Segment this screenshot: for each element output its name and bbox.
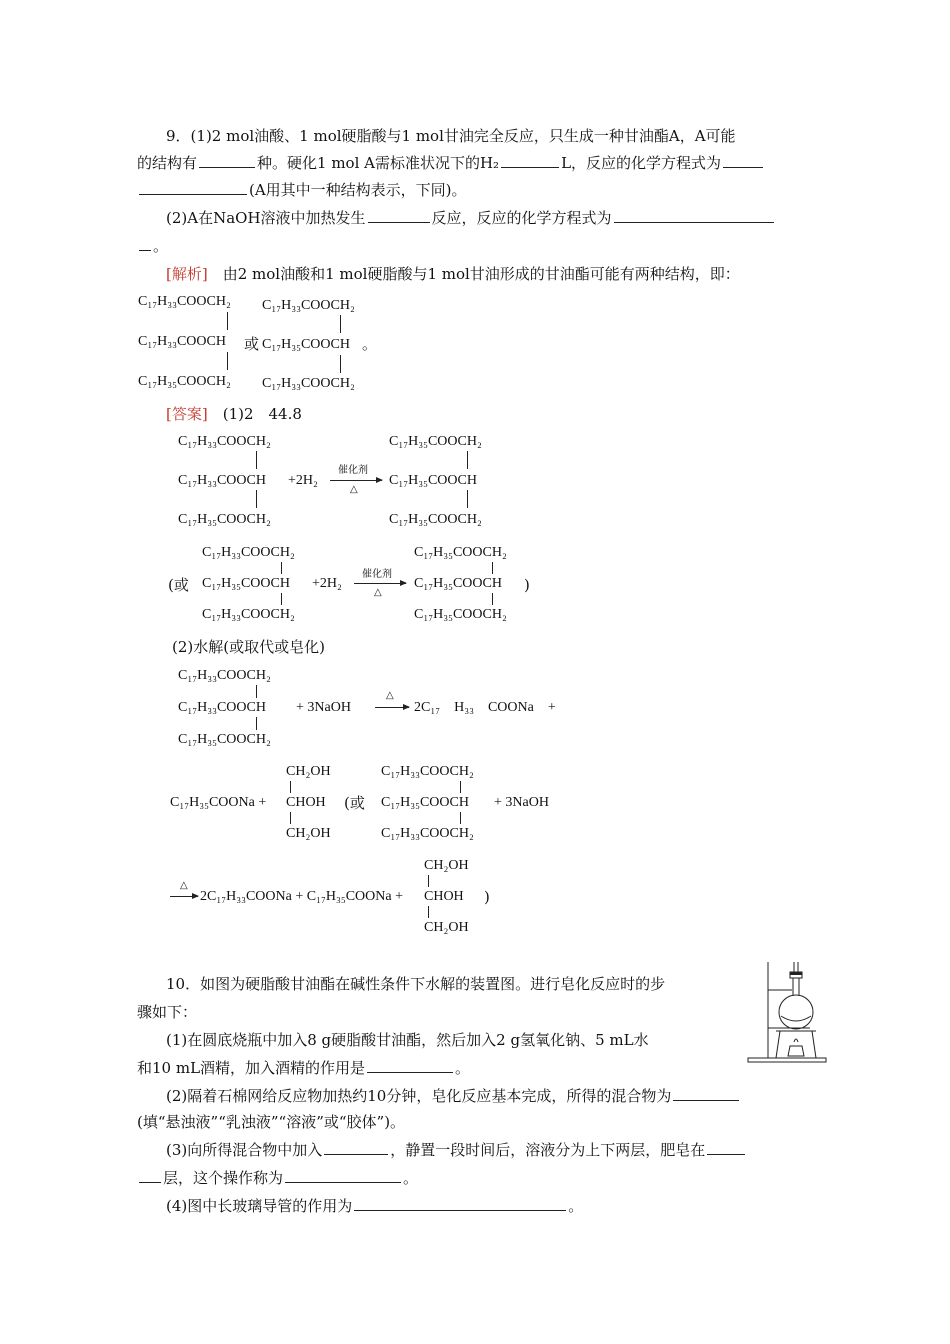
- q9-line1: 9．(1)2 mol油酸、1 mol硬脂酸与1 mol甘油完全反应，只生成一种甘油酯A，A可能: [166, 127, 736, 145]
- formula: C₁₇H₃₅COOCH: [414, 576, 502, 591]
- condition-catalyst: 催化剂: [362, 569, 392, 580]
- formula: C₁₇H₃₅COOCH₂: [178, 732, 271, 747]
- bond: [227, 312, 228, 330]
- bond: [428, 906, 429, 918]
- bond: [256, 451, 257, 469]
- formula: C₁₇H₃₅COOCH₂: [389, 512, 482, 527]
- reagent-h2: +2H₂: [312, 576, 342, 591]
- formula: C₁₇H₃₃COOCH₂: [178, 434, 271, 449]
- formula: C₁₇H₃₅COOCH: [202, 576, 290, 591]
- bond: [340, 355, 341, 373]
- q10-step3-line1: (3)向所得混合物中加入 ，静置一段时间后，溶液分为上下两层，肥皂在: [166, 1140, 747, 1160]
- formula: C₁₇H₃₅COOCH: [262, 337, 350, 352]
- formula: C₁₇H₃₃COOCH: [178, 700, 266, 715]
- analysis-tag: [解析]: [166, 265, 208, 283]
- q10-step1-line2: 和10 mL酒精，加入酒精的作用是 。: [137, 1059, 471, 1077]
- paren-close: ): [524, 576, 530, 594]
- answer-part2: (2)水解(或取代或皂化): [172, 638, 325, 656]
- q10-step2-line2: (填“悬浊液”“乳浊液”“溶液”或“胶体”)。: [137, 1113, 406, 1131]
- q9-line3: (A用其中一种结构表示，下同)。: [137, 180, 467, 200]
- q10-step2-line1: (2)隔着石棉网给反应物加热约10分钟，皂化反应基本完成，所得的混合物为: [166, 1086, 741, 1106]
- bond: [467, 451, 468, 469]
- reaction-arrow: [375, 707, 409, 708]
- blank[interactable]: [139, 180, 247, 195]
- blank[interactable]: [723, 153, 763, 168]
- formula: C₁₇H₃₅COOCH₂: [414, 545, 507, 560]
- condition-catalyst: 催化剂: [338, 465, 368, 476]
- reaction-arrow: [170, 896, 198, 897]
- blank[interactable]: [501, 153, 559, 168]
- formula: C₁₇H₃₃COOCH₂: [202, 607, 295, 622]
- answer-line: [答案] (1)2 44.8: [166, 405, 302, 423]
- blank[interactable]: [324, 1140, 388, 1155]
- condition-heat: △: [180, 880, 188, 891]
- product-soap: 2C₁₇ H₃₃ COONa +: [414, 700, 556, 715]
- formula: C₁₇H₃₃COOCH₂: [262, 376, 355, 391]
- reaction-arrow: [354, 583, 406, 584]
- bond: [492, 562, 493, 574]
- bond: [460, 781, 461, 793]
- q10-line2: 骤如下：: [137, 1003, 198, 1021]
- formula: C₁₇H₃₃COOCH₂: [202, 545, 295, 560]
- saponification-apparatus-icon: [746, 956, 828, 1066]
- q9-part2-line1: (2)A在NaOH溶液中加热发生 反应，反应的化学方程式为: [166, 208, 776, 228]
- formula: CH₂OH: [286, 764, 331, 779]
- reagent-naoh: + 3NaOH: [494, 795, 549, 810]
- formula: CHOH: [286, 795, 326, 810]
- formula: C₁₇H₃₃COOCH₂: [262, 298, 355, 313]
- bond: [256, 490, 257, 508]
- q10-line1: 10．如图为硬脂酸甘油酯在碱性条件下水解的装置图。进行皂化反应时的步: [166, 975, 666, 993]
- formula: C₁₇H₃₃COOCH₂: [178, 668, 271, 683]
- bond: [467, 490, 468, 508]
- reagent-h2: +2H₂: [288, 473, 318, 488]
- bond: [227, 352, 228, 370]
- formula: C₁₇H₃₅COOCH₂: [389, 434, 482, 449]
- formula: C₁₇H₃₃COOCH₂: [381, 826, 474, 841]
- blank[interactable]: [354, 1196, 566, 1211]
- condition-heat: △: [350, 484, 358, 495]
- bond: [256, 717, 257, 730]
- product-soaps: 2C₁₇H₃₃COONa + C₁₇H₃₅COONa +: [200, 889, 403, 904]
- formula: C₁₇H₃₅COOCH₂: [178, 512, 271, 527]
- bond: [281, 593, 282, 605]
- analysis-line: [解析] 由2 mol油酸和1 mol硬脂酸与1 mol甘油形成的甘油酯可能有两种结构，即：: [166, 265, 740, 283]
- or-text: 或: [244, 335, 260, 353]
- bond: [492, 593, 493, 605]
- blank[interactable]: [285, 1168, 401, 1183]
- bond: [290, 812, 291, 824]
- formula: C₁₇H₃₃COOCH: [138, 334, 226, 349]
- blank[interactable]: [199, 153, 255, 168]
- bond: [460, 812, 461, 824]
- bond: [281, 562, 282, 574]
- condition-heat: △: [386, 690, 394, 701]
- blank[interactable]: [367, 1058, 453, 1073]
- formula: C₁₇H₃₃COOCH₂: [138, 294, 231, 309]
- formula: C₁₇H₃₅COOCH: [381, 795, 469, 810]
- blank[interactable]: [139, 236, 151, 251]
- blank[interactable]: [139, 1168, 161, 1183]
- reagent-naoh: + 3NaOH: [296, 700, 351, 715]
- formula: CH₂OH: [286, 826, 331, 841]
- formula: C₁₇H₃₅COOCH₂: [138, 374, 231, 389]
- bond: [340, 315, 341, 333]
- blank[interactable]: [614, 208, 774, 223]
- q10-step1-line1: (1)在圆底烧瓶中加入8 g硬脂酸甘油酯，然后加入2 g氢氧化钠、5 mL水: [166, 1031, 649, 1049]
- formula: CH₂OH: [424, 858, 469, 873]
- period: 。: [362, 335, 378, 353]
- bond: [428, 875, 429, 887]
- formula: C₁₇H₃₃COOCH: [178, 473, 266, 488]
- bond: [290, 781, 291, 793]
- q10-step4: (4)图中长玻璃导管的作用为 。: [166, 1197, 584, 1215]
- bond: [256, 685, 257, 698]
- q9-line2: 的结构有 种。硬化1 mol A需标准状况下的H₂ L，反应的化学方程式为: [137, 153, 765, 173]
- condition-heat: △: [374, 587, 382, 598]
- q9-part2-line2: 。: [137, 236, 168, 256]
- paren-close: ): [484, 888, 490, 906]
- q10-step3-line2: 层，这个操作称为 。: [137, 1168, 418, 1188]
- blank[interactable]: [673, 1086, 739, 1101]
- blank[interactable]: [368, 208, 430, 223]
- formula: C₁₇H₃₅COOCH₂: [414, 607, 507, 622]
- formula: CH₂OH: [424, 920, 469, 935]
- formula: C₁₇H₃₅COOCH: [389, 473, 477, 488]
- or-open: (或: [344, 794, 365, 812]
- blank[interactable]: [707, 1140, 745, 1155]
- or-open: (或: [168, 576, 189, 594]
- product-soap: C₁₇H₃₅COONa +: [170, 795, 267, 810]
- formula: CHOH: [424, 889, 464, 904]
- formula: C₁₇H₃₃COOCH₂: [381, 764, 474, 779]
- reaction-arrow: [330, 480, 382, 481]
- answer-tag: [答案]: [166, 405, 208, 423]
